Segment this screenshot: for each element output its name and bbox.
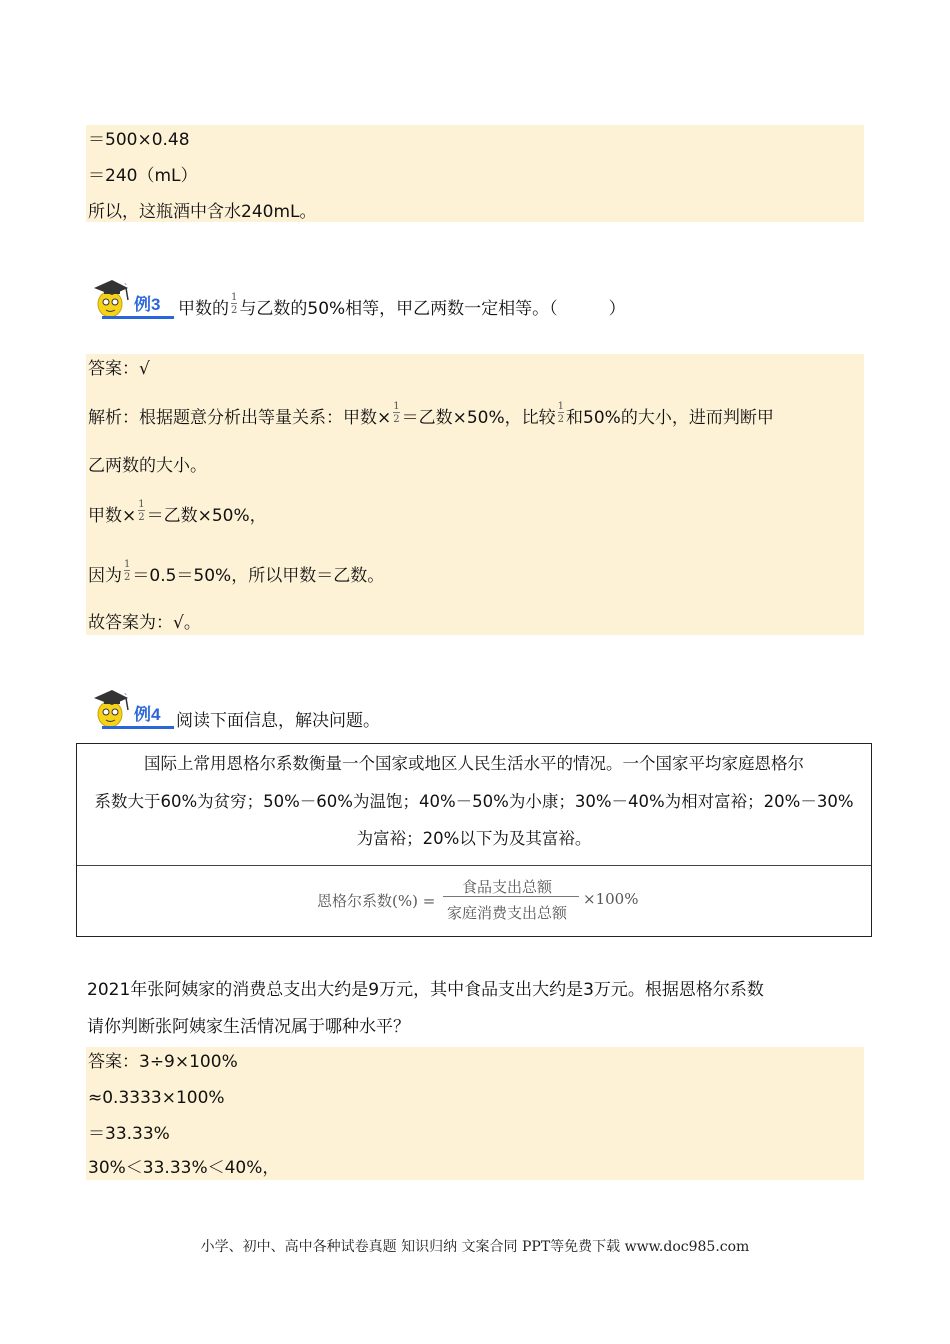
solution-block-previous — [86, 125, 864, 222]
info-line: 国际上常用恩格尔系数衡量一个国家或地区人民生活水平的情况。一个国家平均家庭恩格尔 — [144, 754, 804, 773]
answer-block-example3 — [86, 354, 864, 635]
answer-block-example4 — [86, 1047, 864, 1180]
info-text-section — [77, 744, 871, 866]
formula-left: 恩格尔系数(%) = — [317, 892, 436, 910]
info-line: 为富裕；20%以下为及其富裕。 — [356, 829, 592, 848]
formula-right: ×100% — [583, 890, 639, 908]
equation-line: 因为 $\frac{1}{2}$ ＝0.5＝50%，所以甲数＝乙数。 — [88, 559, 385, 586]
example4-question: 阅读下面信息，解决问题。 — [176, 711, 380, 731]
fraction-half: $\frac{1}{2}$ — [231, 292, 238, 316]
info-line: 系数大于60%为贫穷；50%－60%为温饱；40%－50%为小康；30%－40%为相对富裕；20%－30% — [94, 792, 854, 811]
solution-line: ＝240（mL） — [88, 166, 198, 186]
example3-text-before: 甲数的 — [178, 299, 229, 319]
example-badge-label: 例4 — [134, 705, 161, 724]
formula-bar — [443, 896, 579, 897]
example3-text-after: 与乙数的50%相等，甲乙两数一定相等。（ ） — [239, 299, 626, 319]
example3-question — [178, 292, 626, 321]
engel-formula — [317, 872, 717, 932]
info-box — [76, 743, 872, 937]
answer-line: ＝33.33% — [88, 1124, 170, 1144]
formula-denominator: 家庭消费支出总额 — [447, 904, 568, 922]
question4-line: 请你判断张阿姨家生活情况属于哪种水平？ — [87, 1017, 410, 1037]
equation-line: 甲数× $\frac{1}{2}$ ＝乙数×50%， — [88, 499, 267, 526]
page-footer: 小学、初中、高中各种试卷真题 知识归纳 文案合同 PPT等免费下载 www.doc985.com — [200, 1239, 750, 1255]
example-badge-icon — [88, 686, 178, 730]
analysis-line: 解析：根据题意分析出等量关系：甲数× $\frac{1}{2}$ ＝乙数×50%，比较 $\frac{1}{2}$ 和50%的大小，进而判断甲 — [88, 401, 774, 428]
fraction-half: $\frac{1}{2}$ — [138, 499, 145, 523]
conclusion-line: 故答案为：√。 — [88, 613, 201, 633]
solution-line: ＝500×0.48 — [88, 130, 190, 150]
answer-line: 答案：√ — [88, 359, 150, 379]
analysis-line: 乙两数的大小。 — [88, 456, 207, 476]
formula-numerator: 食品支出总额 — [462, 878, 553, 896]
fraction-half: $\frac{1}{2}$ — [124, 559, 131, 583]
answer-line: ≈0.3333×100% — [88, 1088, 225, 1108]
example-badge-icon — [88, 276, 178, 320]
question4-line: 2021年张阿姨家的消费总支出大约是9万元，其中食品支出大约是3万元。根据恩格尔系数 — [87, 980, 764, 1000]
fraction-half: $\frac{1}{2}$ — [557, 401, 565, 425]
example-badge-label: 例3 — [134, 295, 161, 314]
answer-line: 答案：3÷9×100% — [88, 1052, 238, 1072]
fraction-half: $\frac{1}{2}$ — [393, 401, 400, 425]
svg-text:、: 、 — [124, 277, 132, 286]
svg-text:、: 、 — [124, 687, 132, 696]
solution-line: 所以，这瓶酒中含水240mL。 — [88, 202, 317, 222]
answer-line: 30%＜33.33%＜40%， — [88, 1158, 280, 1178]
